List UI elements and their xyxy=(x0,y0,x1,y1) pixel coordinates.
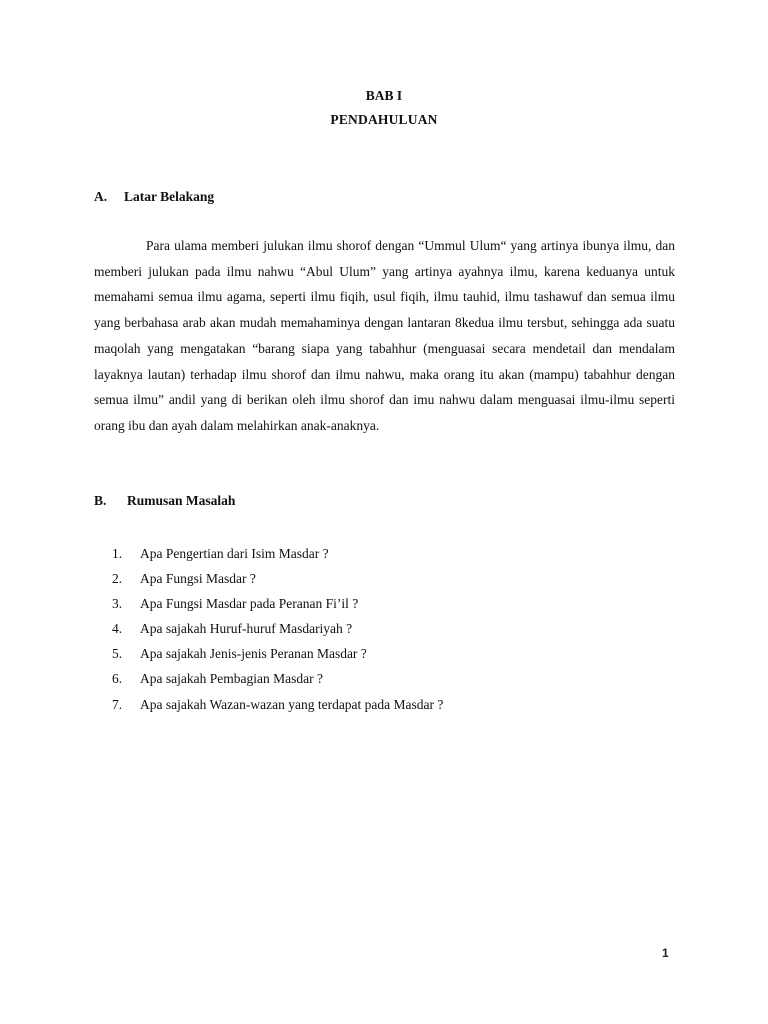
list-item-text: Apa sajakah Huruf-huruf Masdariyah ? xyxy=(140,621,353,637)
section-a-heading xyxy=(94,189,214,205)
list-item-number: 6. xyxy=(112,671,123,687)
chapter-number: BAB I xyxy=(365,88,403,103)
list-item xyxy=(112,566,443,591)
chapter-title: PENDAHULUAN xyxy=(330,112,438,127)
question-list xyxy=(112,541,443,717)
list-item xyxy=(112,666,443,691)
list-item xyxy=(112,541,443,566)
list-item-text: Apa sajakah Jenis-jenis Peranan Masdar ? xyxy=(140,646,367,662)
list-item xyxy=(112,641,443,666)
list-item-number: 4. xyxy=(112,621,123,637)
background-paragraph: Para ulama memberi julukan ilmu shorof dengan “Ummul Ulum“ yang artinya ibunya ilmu, dan memberi julukan pada ilmu nahwu “Abul Ulum” yang artinya ayahnya ilmu, karena keduanya untuk memahami semua ilmu agama, seperti ilmu fiqih, usul fiqih, ilmu tauhid, ilmu tashawuf dan semua ilmu yang berbahasa arab akan mudah memahaminya dengan lantaran 8kedua ilmu tersbut, sehingga ada suatu maqolah yang mengatakan “barang siapa yang tabahhur (menguasai secara mendetail dan mendalam layaknya lautan) terhadap ilmu shorof dan ilmu nahwu, maka orang itu akan (mampu) tabahhur dengan semua ilmu” andil yang di berikan oleh ilmu shorof dan imu nahwu dalam menguasai ilmu-ilmu seperti orang ibu dan ayah dalam melahirkan anak-anaknya. xyxy=(94,238,675,433)
list-item xyxy=(112,616,443,641)
list-item-number: 2. xyxy=(112,571,123,587)
list-item-text: Apa Fungsi Masdar pada Peranan Fi’il ? xyxy=(140,596,359,612)
list-item-number: 5. xyxy=(112,646,123,662)
list-item xyxy=(112,692,443,717)
section-b-title: Rumusan Masalah xyxy=(127,493,236,508)
list-item-text: Apa Pengertian dari Isim Masdar ? xyxy=(140,546,329,561)
section-a-letter: A. xyxy=(94,189,108,204)
list-item-text: Apa Fungsi Masdar ? xyxy=(140,571,256,587)
page-number: 1 xyxy=(662,946,669,960)
section-b-letter: B. xyxy=(94,493,107,508)
list-item-text: Apa sajakah Wazan-wazan yang terdapat pada Masdar ? xyxy=(140,696,444,712)
section-a-title: Latar Belakang xyxy=(124,189,215,204)
list-item-number: 7. xyxy=(112,696,123,712)
list-item-number: 1. xyxy=(112,546,123,561)
list-item xyxy=(112,591,443,616)
list-item-text: Apa sajakah Pembagian Masdar ? xyxy=(140,671,323,687)
section-b-heading xyxy=(94,493,235,509)
list-item-number: 3. xyxy=(112,596,123,612)
